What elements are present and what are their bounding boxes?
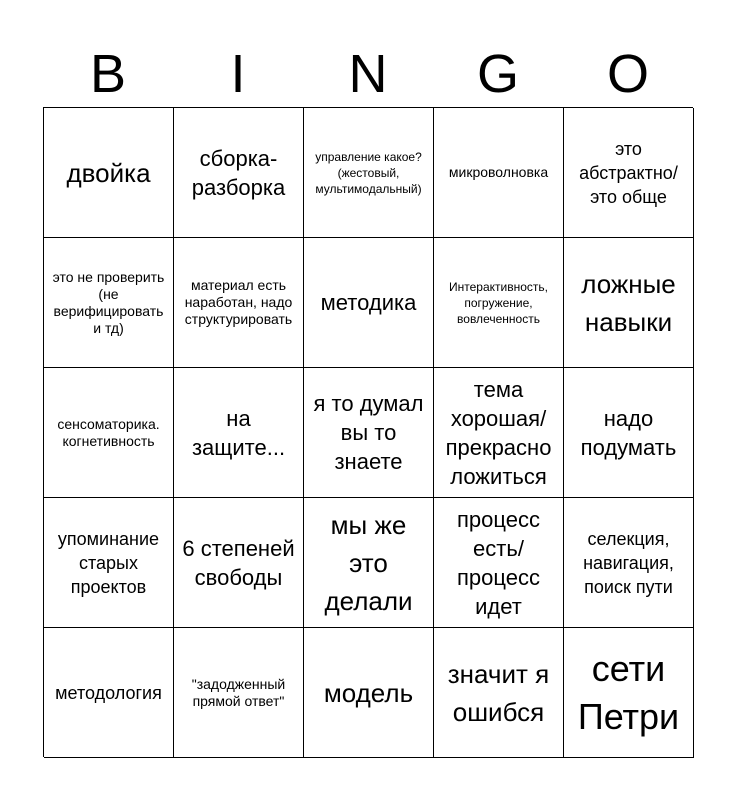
bingo-cell-5-3[interactable] — [304, 628, 434, 758]
bingo-grid — [43, 107, 693, 757]
cell-text: значит я ошибся — [447, 658, 550, 727]
cell-text: 6 степеней свободы — [182, 535, 295, 590]
cell-text: упоминание старых проектов — [57, 528, 160, 597]
cell-text: процесс есть/ процесс идет — [457, 506, 540, 619]
cell-text: методика — [320, 290, 417, 315]
bingo-cell-4-1[interactable] — [44, 498, 174, 628]
bingo-cell-1-1[interactable] — [44, 108, 174, 238]
bingo-cell-5-5[interactable] — [564, 628, 694, 758]
cell-text: управление какое? (жестовый, мультимодальный) — [315, 149, 422, 196]
cell-text: сети Петри — [577, 647, 680, 737]
bingo-header — [43, 44, 693, 104]
bingo-cell-2-2[interactable] — [174, 238, 304, 368]
bingo-cell-5-2[interactable] — [174, 628, 304, 758]
bingo-cell-2-3[interactable] — [304, 238, 434, 368]
bingo-cell-5-4[interactable] — [434, 628, 564, 758]
cell-text: мы же это делали — [324, 509, 413, 616]
bingo-cell-3-5[interactable] — [564, 368, 694, 498]
bingo-cell-3-1[interactable] — [44, 368, 174, 498]
cell-text: Интерактивность, погружение, вовлеченность — [449, 279, 548, 326]
cell-text: это абстрактно/ это обще — [579, 138, 678, 207]
bingo-cell-3-2[interactable] — [174, 368, 304, 498]
cell-text: сборка-разборка — [191, 145, 286, 200]
bingo-cell-3-3[interactable] — [304, 368, 434, 498]
header-letter-o: O — [606, 44, 649, 104]
cell-text: двойка — [66, 157, 151, 188]
header-letter-i: I — [230, 44, 246, 104]
bingo-cell-1-3[interactable] — [304, 108, 434, 238]
cell-text: на защите... — [191, 405, 286, 460]
bingo-cell-4-4[interactable] — [434, 498, 564, 628]
bingo-cell-4-2[interactable] — [174, 498, 304, 628]
cell-text: селекция, навигация, поиск пути — [583, 528, 674, 597]
cell-text: ложные навыки — [581, 268, 676, 337]
cell-text: "задодженный прямой ответ" — [191, 675, 286, 709]
header-letter-n: N — [348, 44, 388, 104]
cell-text: сенсоматорика. когнетивность — [57, 415, 160, 449]
header-letter-b: B — [89, 44, 127, 104]
cell-text: модель — [323, 677, 414, 708]
bingo-cell-4-3[interactable] — [304, 498, 434, 628]
bingo-cell-5-1[interactable] — [44, 628, 174, 758]
cell-text: надо подумать — [580, 405, 677, 460]
cell-text: это не проверить (не верифицировать и тд) — [52, 268, 165, 336]
cell-text: микроволновка — [448, 164, 549, 180]
cell-text: материал есть наработан, надо структурировать — [184, 277, 293, 327]
cell-text: тема хорошая/ прекрасно ложиться — [445, 376, 552, 489]
bingo-cell-2-4[interactable] — [434, 238, 564, 368]
bingo-cell-1-2[interactable] — [174, 108, 304, 238]
bingo-cell-4-5[interactable] — [564, 498, 694, 628]
bingo-cell-2-5[interactable] — [564, 238, 694, 368]
cell-text: методология — [55, 682, 162, 703]
bingo-cell-2-1[interactable] — [44, 238, 174, 368]
bingo-cell-1-5[interactable] — [564, 108, 694, 238]
bingo-cell-3-4[interactable] — [434, 368, 564, 498]
header-letter-g: G — [476, 44, 519, 104]
cell-text: я то думал вы то знаете — [313, 391, 424, 474]
bingo-cell-1-4[interactable] — [434, 108, 564, 238]
